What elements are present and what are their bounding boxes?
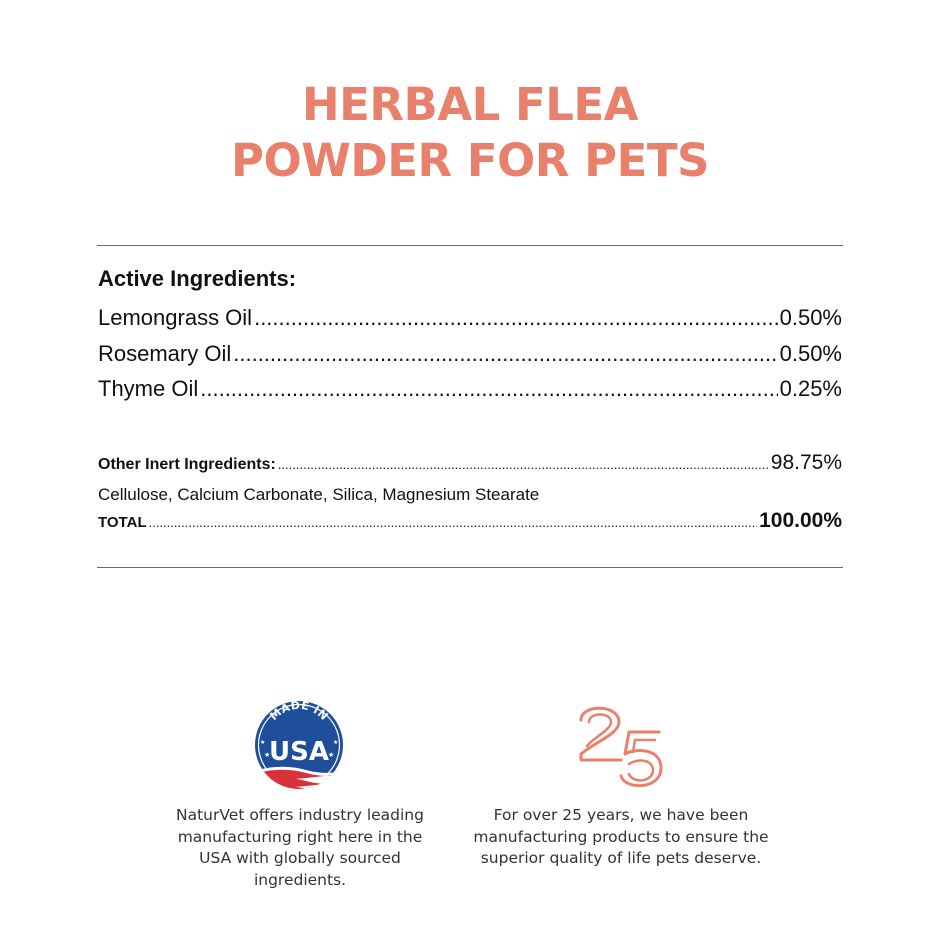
- inert-ingredients-row: [98, 452, 842, 473]
- svg-text:★: ★: [264, 751, 271, 759]
- usa-caption: NaturVet offers industry leading manufacturing right here in the USA with globally sourced ingredients.: [176, 806, 424, 889]
- ingredient-percent: 0.50%: [779, 305, 842, 330]
- usa-text: USA: [269, 737, 329, 767]
- ingredient-name: Rosemary Oil: [98, 341, 232, 366]
- inert-ingredients-label: Other Inert Ingredients:: [98, 456, 276, 473]
- ingredient-row-rosemary: [98, 343, 842, 365]
- ingredient-row-thyme: [98, 378, 842, 400]
- years-caption: For over 25 years, we have been manufacturing products to ensure the superior quality of life pets deserve.: [473, 806, 769, 867]
- 25-years-badge-icon: [575, 702, 667, 792]
- dot-leader: [149, 516, 757, 529]
- made-in-usa-badge-icon: [246, 700, 352, 796]
- ingredient-name: Lemongrass Oil: [98, 305, 253, 330]
- dot-leader: [233, 343, 777, 365]
- product-title-line-2: POWDER FOR PETS: [231, 134, 709, 187]
- ingredient-name: Thyme Oil: [98, 376, 199, 401]
- inert-ingredients-list: Cellulose, Calcium Carbonate, Silica, Magnesium Stearate: [98, 485, 540, 504]
- years-number: 25: [575, 702, 577, 703]
- total-label: TOTAL: [98, 514, 147, 531]
- ingredient-row-lemongrass: [98, 307, 842, 329]
- total-percent: 100.00%: [759, 509, 842, 532]
- svg-text:★: ★: [260, 739, 266, 746]
- ingredient-percent: 0.25%: [779, 376, 842, 401]
- dot-leader: [254, 307, 778, 329]
- total-row: [98, 510, 842, 531]
- svg-text:★: ★: [333, 739, 339, 746]
- dot-leader: [200, 378, 777, 400]
- bottom-divider: [97, 567, 843, 568]
- inert-ingredients-percent: 98.75%: [770, 451, 842, 474]
- ingredient-percent: 0.50%: [779, 341, 842, 366]
- svg-text:★: ★: [328, 751, 335, 759]
- dot-leader: [278, 458, 769, 471]
- top-divider: [97, 245, 843, 246]
- made-in-text: MADE IN: [267, 700, 331, 724]
- active-ingredients-heading: Active Ingredients:: [98, 266, 297, 291]
- product-title-line-1: HERBAL FLEA: [302, 78, 638, 131]
